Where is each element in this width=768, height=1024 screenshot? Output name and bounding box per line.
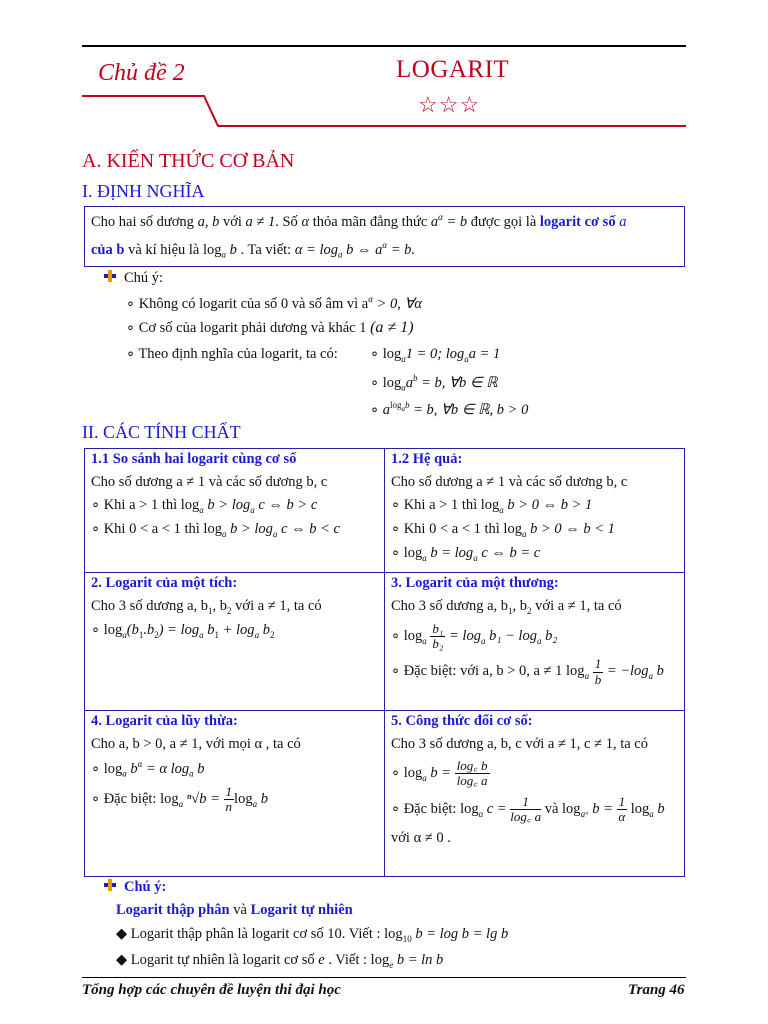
cell-1-1: 1.1 So sánh hai logarit cùng cơ số Cho số dương a ≠ 1 và các số dương b, c ∘ Khi a > 1 thì $\log_a b > \log_a c$ ⇔ b > c ∘ Khi 0 < a < 1 thì $\log_a b > \log_a c$ ⇔ b < c bbox=[85, 449, 385, 573]
page-number: Trang 46 bbox=[628, 982, 685, 998]
formula-1: ∘ $\log_a1 = 0$; $\log_aa = 1$ bbox=[370, 346, 501, 364]
chapter-label: Chủ đề 2 bbox=[98, 60, 185, 86]
page-title: LOGARIT bbox=[396, 56, 510, 83]
cell-3-2: 5. Công thức đổi cơ số: Cho 3 số dương a, b, c với a ≠ 1, c ≠ 1, ta có ∘ $\log_a b$ = $\frac{\log꜀ b}{\log꜀ a}$ ∘ Đặc biệt: $\log_a c$ = $\frac{1}{\log꜀ a}$ và $\log_{aᵅ} b$ = $\frac{1}{\alpha}$ $\log_a b$ với α ≠ 0 . bbox=[385, 711, 685, 877]
note-1-item-3: ∘ Theo định nghĩa của logarit, ta có: bbox=[126, 346, 338, 362]
note-2-item-1: ◆ Logarit thập phân là logarit cơ số 10. Viết : $\log_{10} b = \log b = \lg b$ bbox=[116, 926, 509, 944]
footer-rule bbox=[82, 977, 686, 978]
formula-2: ∘ $\log_aa^b = b$, ∀b ∈ ℝ bbox=[370, 373, 498, 393]
footer-text: Tổng hợp các chuyên đề luyện thi đại học bbox=[82, 982, 341, 998]
note-1-item-1: ∘ Không có logarit của số 0 và số âm vì $a^\alpha > 0$, ∀α bbox=[126, 294, 423, 312]
note-2: Chú ý: bbox=[104, 879, 166, 896]
cell-3-1: 4. Logarit của lũy thừa: Cho a, b > 0, a ≠ 1, với mọi α , ta có ∘ $\log_a b^\alpha = \alpha$ $\log_a b$ ∘ Đặc biệt: $\log_a ^n√b$ = $\frac{1}{n}$ $\log_a b$ bbox=[85, 711, 385, 877]
section-2-heading: II. CÁC TÍNH CHẤT bbox=[82, 422, 241, 442]
note-1-item-2: ∘ Cơ số của logarit phải dương và khác 1 (a ≠ 1) bbox=[126, 319, 414, 336]
header-divider bbox=[82, 94, 686, 130]
section-1-heading: I. ĐỊNH NGHĨA bbox=[82, 181, 205, 201]
pin-icon bbox=[104, 879, 116, 891]
note-1: Chú ý: bbox=[104, 270, 163, 287]
properties-table bbox=[84, 448, 685, 877]
formula-3: ∘ $a^{log_ab} = b$, ∀b ∈ ℝ, b > 0 bbox=[370, 400, 529, 418]
cell-2-1: 2. Logarit của một tích: Cho 3 số dương a, $b_1$, $b_2$ với a ≠ 1, ta có ∘ $\log_a(b_1.b_2) = \log_a b_1 + \log_a b_2$ bbox=[85, 573, 385, 711]
note-2-item-2: ◆ Logarit tự nhiên là logarit cơ số e . Viết : $\log_e b = \ln b$ bbox=[116, 952, 444, 970]
section-a-heading: A. KIẾN THỨC CƠ BẢN bbox=[82, 150, 295, 172]
definition-line-1: Cho hai số dương a, b với a ≠ 1. Số α thỏa mãn đẳng thức $a^\alpha = b$ được gọi là logarit cơ số a bbox=[91, 212, 627, 230]
top-rule bbox=[82, 45, 686, 47]
cell-1-2: 1.2 Hệ quả: Cho số dương a ≠ 1 và các số dương b, c ∘ Khi a > 1 thì $\log_a b > 0$ ⇔ b > 1 ∘ Khi 0 < a < 1 thì $\log_a b > 0$ ⇔ b < 1 ∘ $\log_a b = \log_a c$ ⇔ b = c bbox=[385, 449, 685, 573]
difficulty-stars: ☆☆☆ bbox=[418, 92, 481, 117]
pin-icon bbox=[104, 270, 116, 282]
cell-2-2: 3. Logarit của một thương: Cho 3 số dương a, $b_1$, $b_2$ với a ≠ 1, ta có ∘ $\log_a$ $\frac{\text{b₁}}{\text{b₂}}$ = $\log_a b_1 - \log_a b_2$ ∘ Đặc biệt: với a, b > 0, a ≠ 1 $\log_a$ $\frac{1}{b}$ = $-\log_a$ b bbox=[385, 573, 685, 711]
note-2-heading: Logarit thập phân và Logarit tự nhiên bbox=[116, 902, 353, 918]
definition-box bbox=[84, 206, 685, 267]
definition-line-2: của b và kí hiệu là $\log_a b$ . Ta viết: $\alpha = \log_a b$ ⇔ $a^\alpha = b$. bbox=[91, 240, 416, 260]
